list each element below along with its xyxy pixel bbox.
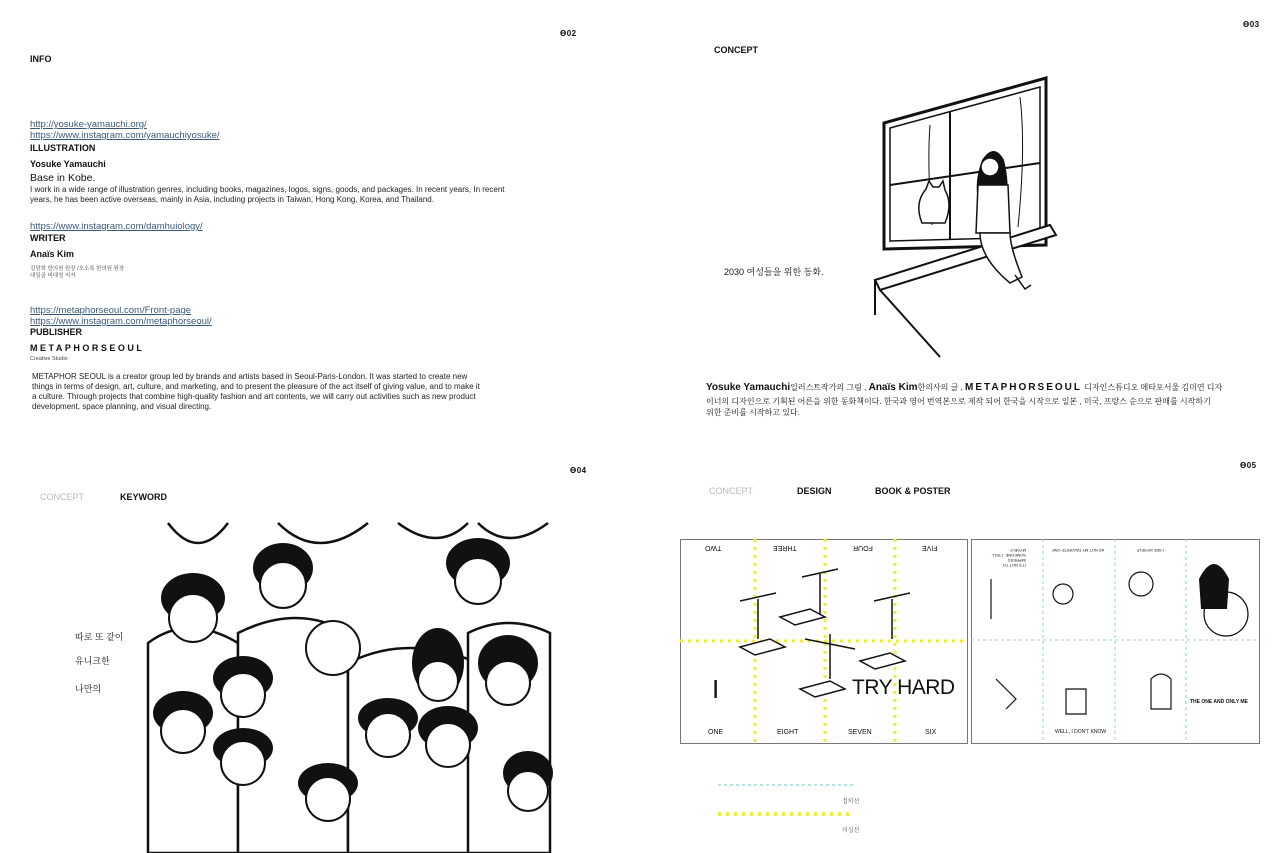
tab-design[interactable]: DESIGN xyxy=(797,486,832,496)
writer-name: Anaïs Kim xyxy=(30,249,75,259)
poster-right-text-4: WELL, I DON'T KNOW xyxy=(1055,729,1107,735)
legend-lines xyxy=(718,783,858,823)
illustrator-website-link[interactable]: http://yosuke-yamauchi.org/ xyxy=(30,119,147,130)
concept-credit-line-2: 이너의 디자인으로 기획된 어른을 위한 동화책이다. 한국과 영어 번역본으로 제작 되어 한국을 시작으로 일본 , 미국, 프랑스 순으로 판매를 시작하기 xyxy=(706,397,1211,406)
poster-try-hard: TRY HARD xyxy=(852,676,955,699)
poster-label-three: THREE xyxy=(773,544,797,551)
concept-credit-line-1 xyxy=(706,382,1222,393)
poster-right-text-3: I SEE MYSELF. xyxy=(1136,548,1165,553)
illustration-heading: ILLUSTRATION xyxy=(30,143,96,153)
credit-illustrator-role: 일러스트작가의 그림 , xyxy=(790,383,867,392)
writer-heading: WRITER xyxy=(30,233,66,243)
poster-label-two: TWO xyxy=(705,544,722,551)
keyword-2: 유니크한 xyxy=(75,656,110,666)
credit-rest-1: 디자인스튜디오 메타포서울 김미연 디자 xyxy=(1084,383,1223,392)
poster-big-i: I xyxy=(712,674,720,704)
girl-at-window-illustration xyxy=(870,75,1060,360)
writer-note-line-2: 대일굴 비대칭 저자 xyxy=(30,273,76,279)
illustrator-bio-line-1: I work in a wide range of illustration genres, including books, magazines, logos, signs, goods, and packages. In recent years, In recent xyxy=(30,185,505,194)
poster-label-four: FOUR xyxy=(853,544,873,551)
illustrator-name: Yosuke Yamauchi xyxy=(30,159,106,169)
publisher-bio-line-1: METAPHOR SEOUL is a creator group led by brands and artists based in Seoul-Paris-London. It was started to create new xyxy=(32,372,468,381)
tab-book-poster[interactable]: BOOK & POSTER xyxy=(875,486,951,496)
publisher-bio-line-3: a culture. Through projects that combine high-quality fashion and art contents, we will carry out activities such as new product xyxy=(32,392,476,401)
legend-cut-label: 미싱선 xyxy=(842,828,860,834)
poster-right-guides xyxy=(971,539,1260,744)
poster-label-five: FIVE xyxy=(922,544,938,551)
publisher-bio-line-4: development, space planning, and visual directing. xyxy=(32,402,212,411)
tab-concept[interactable]: CONCEPT xyxy=(40,492,85,502)
page-number-02: Ɵ02 xyxy=(560,29,577,38)
illustrator-base: Base in Kobe. xyxy=(30,172,96,184)
credit-illustrator: Yosuke Yamauchi xyxy=(706,382,791,393)
writer-instagram-link[interactable]: https://www.instagram.com/damhuiology/ xyxy=(30,221,203,232)
keyword-1: 따로 또 같이 xyxy=(75,632,124,642)
keyword-3: 나만의 xyxy=(75,684,102,694)
page-number-04: Ɵ04 xyxy=(570,466,587,475)
credit-brand: METAPHORSEOUL xyxy=(965,382,1082,393)
publisher-brand-logo: METAPHORSEOUL xyxy=(30,343,145,353)
info-heading: INFO xyxy=(30,54,52,64)
crowd-illustration xyxy=(148,523,550,853)
concept-heading: CONCEPT xyxy=(714,45,759,55)
poster-label-seven: SEVEN xyxy=(848,729,872,736)
tab-concept-2[interactable]: CONCEPT xyxy=(709,486,754,496)
poster-right-text-1: IT'S NOT TO IMPRESS SOMEONE. I TELL MYSELF. xyxy=(991,548,1026,568)
publisher-website-link[interactable]: https://metaphorseoul.com/Front-page xyxy=(30,305,192,316)
concept-tagline: 2030 여성들을 위한 동화. xyxy=(724,267,824,277)
publisher-heading: PUBLISHER xyxy=(30,327,83,337)
publisher-instagram-link[interactable]: https://www.instagram.com/metaphorseoul/ xyxy=(30,316,212,327)
legend-fold-label: 접히선 xyxy=(842,799,860,805)
poster-label-eight: EIGHT xyxy=(777,729,799,736)
illustrator-instagram-link[interactable]: https://www.instagram.com/yamauchiyosuke/ xyxy=(30,130,220,141)
page-number-05: Ɵ05 xyxy=(1240,461,1257,470)
publisher-bio-line-2: things in terms of design, art, culture, and marketing, and to present the pleasure of the act itself of giving value, and to make it xyxy=(32,382,480,391)
credit-writer-role: 한의사의 글 , xyxy=(917,383,963,392)
poster-label-six: SIX xyxy=(925,729,937,736)
illustrator-bio-line-2: years, he has been active overseas, mainly in Asia, including projects in Taiwan, Hong Kong, Korea, and Thailand. xyxy=(30,195,434,204)
poster-right-text-5: THE ONE AND ONLY ME xyxy=(1190,699,1248,705)
tab-keyword[interactable]: KEYWORD xyxy=(120,492,167,502)
credit-writer: Anaïs Kim xyxy=(868,382,918,393)
page-number-03: Ɵ03 xyxy=(1243,20,1260,29)
poster-left-guides xyxy=(680,539,968,744)
publisher-subtitle: Creative Studio xyxy=(30,356,68,362)
poster-label-one: ONE xyxy=(708,729,724,736)
concept-credit-line-3: 위한 준비를 시작하고 있다. xyxy=(706,408,800,417)
writer-note-line-1: 김담희 한의원 원장 /오소록 한의원 원장 xyxy=(30,266,125,272)
poster-right-text-2: AS NOT MY FAVORITE ONE xyxy=(1052,548,1105,553)
